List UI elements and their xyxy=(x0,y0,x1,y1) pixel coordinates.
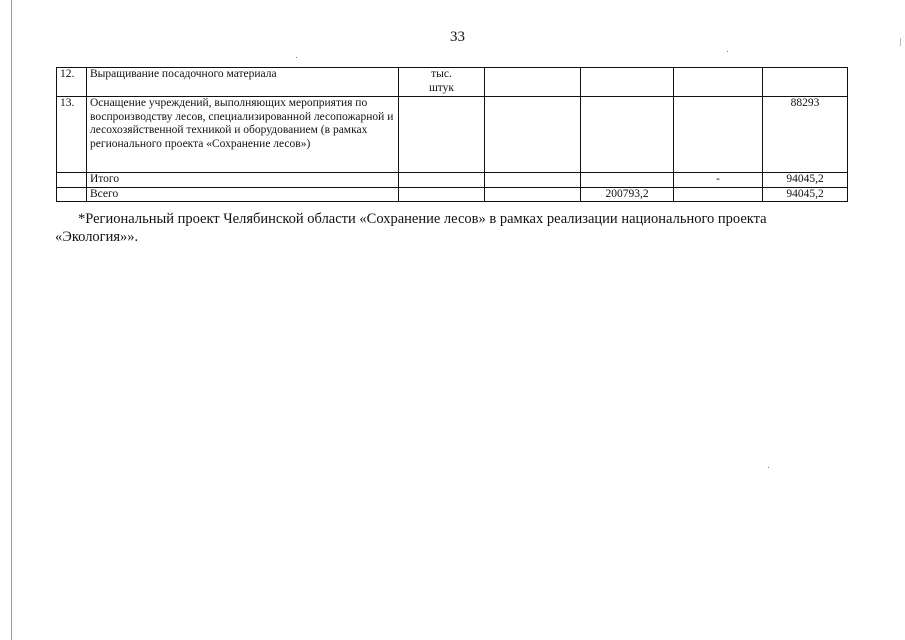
row-number: 12. xyxy=(57,68,87,97)
table-row xyxy=(57,173,848,188)
row-name: Оснащение учреждений, выполняющих мероприятия по воспроизводству лесов, специализированной лесопожарной и лесохозяйственной техникой и оборудованием (в рамках регионального проекта «Сохранение лесов») xyxy=(87,97,399,173)
row-unit xyxy=(399,97,485,173)
table-row xyxy=(57,68,848,97)
unit-line-1: тыс. xyxy=(431,68,452,80)
row-number: 13. xyxy=(57,97,87,173)
row-cell-4: 88293 xyxy=(763,97,848,173)
scan-speck xyxy=(768,467,769,468)
row-cell-3 xyxy=(674,68,763,97)
table-row xyxy=(57,187,848,202)
page-number: 33 xyxy=(450,29,465,45)
row-cell-4 xyxy=(763,68,848,97)
row-cell-2 xyxy=(581,173,674,188)
row-cell-1 xyxy=(485,68,581,97)
row-cell-4: 94045,2 xyxy=(763,173,848,188)
row-unit xyxy=(399,68,485,97)
table-row xyxy=(57,97,848,173)
row-name: Выращивание посадочного материала xyxy=(87,68,399,97)
unit-line-2: штук xyxy=(428,81,455,94)
row-cell-3: - xyxy=(674,173,763,188)
scan-speck xyxy=(727,51,728,52)
row-cell-3 xyxy=(674,97,763,173)
row-cell-2 xyxy=(581,68,674,97)
scan-edge-line xyxy=(11,0,12,640)
row-number xyxy=(57,173,87,188)
row-name: Итого xyxy=(87,173,399,188)
row-cell-2 xyxy=(581,97,674,173)
row-cell-1 xyxy=(485,173,581,188)
row-cell-1 xyxy=(485,97,581,173)
data-table xyxy=(56,67,848,202)
row-cell-3 xyxy=(674,187,763,202)
row-cell-4: 94045,2 xyxy=(763,187,848,202)
row-cell-1 xyxy=(485,187,581,202)
row-name: Всего xyxy=(87,187,399,202)
row-number xyxy=(57,187,87,202)
row-unit xyxy=(399,173,485,188)
row-unit xyxy=(399,187,485,202)
footnote: *Региональный проект Челябинской области «Сохранение лесов» в рамках реализации национального проекта «Экология»». xyxy=(55,211,767,245)
scan-speck xyxy=(296,57,297,58)
row-cell-2: 200793,2 xyxy=(581,187,674,202)
